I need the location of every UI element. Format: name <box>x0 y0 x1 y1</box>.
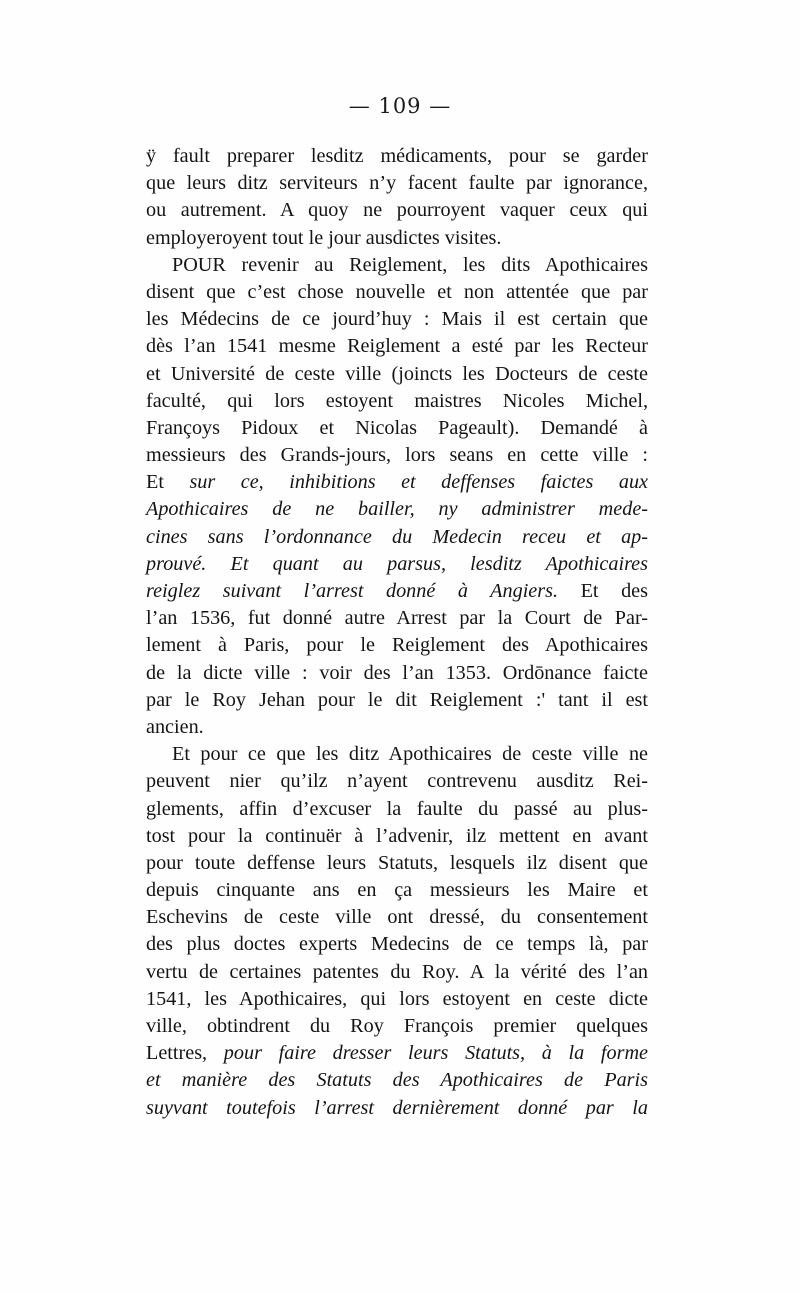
text-line <box>146 1040 648 1067</box>
italic-text: pour faire dresser leurs Statuts, à la forme <box>223 1042 648 1065</box>
text-line <box>146 959 648 986</box>
text-segment: faculté, qui lors estoyent maistres Nicoles Michel, <box>146 389 648 412</box>
text-segment: employeroyent tout le jour ausdictes visites. <box>146 226 502 249</box>
text-line <box>146 986 648 1013</box>
text-segment: vertu de certaines patentes du Roy. A la vérité des l’an <box>146 960 648 983</box>
text-segment: et Université de ceste ville (joincts les Docteurs de ceste <box>146 362 648 385</box>
text-line <box>146 279 648 306</box>
italic-text: et manière des Statuts des Apothicaires de Paris <box>146 1069 648 1092</box>
text-line <box>146 170 648 197</box>
text-segment: Et <box>146 471 190 494</box>
text-segment: ville, obtindrent du Roy François premier quelques <box>146 1015 648 1037</box>
text-segment: ou autrement. A quoy ne pourroyent vaquer ceux qui <box>146 199 648 222</box>
text-segment: Lettres, <box>146 1042 224 1065</box>
text-segment: disent que c’est chose nouvelle et non attentée que par <box>146 280 648 303</box>
text-line <box>146 469 648 496</box>
text-line <box>146 524 648 551</box>
text-segment: que leurs ditz serviteurs n’y facent faulte par ignorance, <box>146 172 648 195</box>
text-line <box>146 551 648 578</box>
text-line <box>146 415 648 442</box>
text-segment: Eschevins de ceste ville ont dressé, du consentement <box>146 906 648 929</box>
text-segment: messieurs des Grands-jours, lors seans en cette ville : <box>146 444 648 467</box>
text-line <box>146 333 648 360</box>
text-line <box>146 388 648 415</box>
text-segment: dès l’an 1541 mesme Reiglement a esté par les Recteur <box>146 335 648 358</box>
text-segment: des plus doctes experts Medecins de ce temps là, par <box>146 933 648 956</box>
text-line <box>146 714 648 741</box>
text-line <box>146 225 648 252</box>
text-line <box>146 578 648 605</box>
italic-text: reiglez suivant l’arrest donné à Angiers. <box>146 580 559 602</box>
text-segment: ancien. <box>146 715 204 738</box>
text-line <box>146 361 648 388</box>
text-line <box>146 632 648 659</box>
text-line <box>146 904 648 931</box>
text-line <box>146 823 648 850</box>
text-segment: depuis cinquante ans en ça messieurs les Maire et <box>146 879 648 902</box>
italic-text: suyvant toutefois l’arrest dernièrement donné par la <box>146 1096 648 1119</box>
text-line <box>146 660 648 687</box>
italic-text: sur ce, inhibitions et deffenses faictes aux <box>189 471 648 494</box>
text-line <box>146 605 648 632</box>
text-line <box>146 741 648 768</box>
text-line <box>146 687 648 714</box>
text-segment: par le Roy Jehan pour le dit Reiglement :' tant il est <box>146 688 648 711</box>
text-line <box>146 1067 648 1094</box>
text-segment: les Médecins de ce jourd’huy : Mais il est certain que <box>146 308 648 331</box>
text-segment: de la dicte ville : voir des l’an 1353. Ordōnance faicte <box>146 661 648 684</box>
text-line <box>146 850 648 877</box>
text-line <box>146 931 648 958</box>
text-segment: glements, affin d’excuser la faulte du passé au plus- <box>146 797 648 820</box>
text-segment: l’an 1536, fut donné autre Arrest par la Court de Par- <box>146 607 648 630</box>
text-segment: Françoys Pidoux et Nicolas Pageault). Demandé à <box>146 416 648 439</box>
text-segment: pour toute deffense leurs Statuts, lesquels ilz disent que <box>146 851 648 874</box>
text-line <box>146 197 648 224</box>
text-line <box>146 306 648 333</box>
text-segment: tost pour la continuër à l’advenir, ilz mettent en avant <box>146 824 648 847</box>
italic-text: cines sans l’ordonnance du Medecin receu et ap- <box>146 525 648 548</box>
text-line <box>146 496 648 523</box>
text-segment: Et pour ce que les ditz Apothicaires de ceste ville ne <box>172 743 648 766</box>
text-line <box>146 1095 648 1122</box>
text-line <box>146 1013 648 1040</box>
text-segment: POUR revenir au Reiglement, les dits Apothicaires <box>172 253 648 276</box>
text-line <box>146 877 648 904</box>
text-line <box>146 768 648 795</box>
text-segment: Et des <box>558 580 648 602</box>
text-line <box>146 143 648 170</box>
text-segment: lement à Paris, pour le Reiglement des Apothicaires <box>146 634 648 657</box>
text-line <box>146 442 648 469</box>
italic-text: Apothicaires de ne bailler, ny administrer mede- <box>146 498 648 521</box>
text-segment: ÿ fault preparer lesditz médicaments, pour se garder <box>146 145 648 167</box>
text-segment: 1541, les Apothicaires, qui lors estoyent en ceste dicte <box>146 987 648 1010</box>
body-text <box>146 143 648 1122</box>
italic-text: prouvé. Et quant au parsus, lesditz Apothicaires <box>146 552 648 575</box>
page-number: — 109 — <box>348 94 452 118</box>
text-line <box>146 252 648 279</box>
text-segment: peuvent nier qu’ilz n’ayent contrevenu ausditz Rei- <box>146 770 648 793</box>
text-line <box>146 796 648 823</box>
